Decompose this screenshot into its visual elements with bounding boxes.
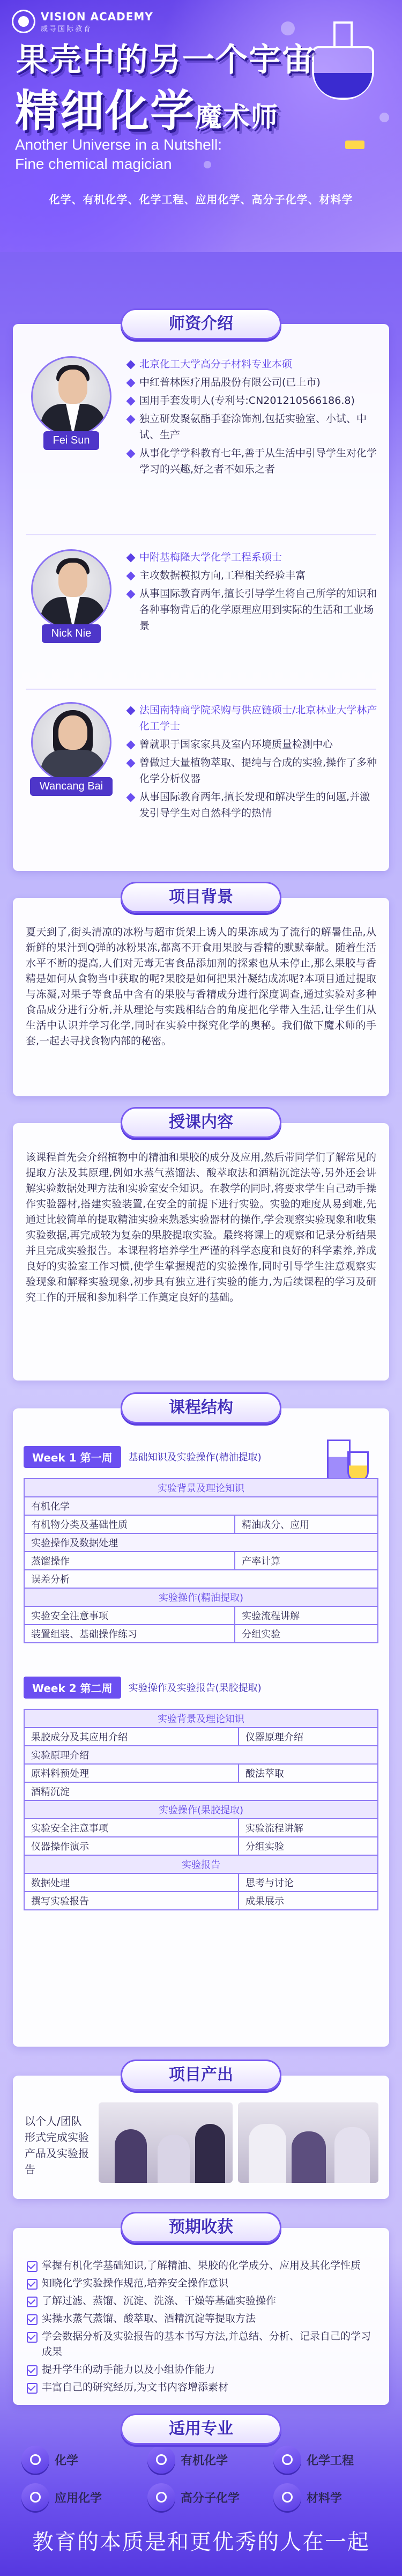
lab-photo-1 xyxy=(99,2102,233,2183)
avatar xyxy=(31,702,111,783)
list-item: 丰富自己的研究经历,为文书内容增添素材 xyxy=(26,2380,379,2395)
table-head-cell: 实验报告 xyxy=(24,1855,378,1873)
list-item: 独立研发聚氨酯手套涂饰剂,包括实验室、小试、中试、生产 xyxy=(126,411,379,443)
table-head-cell: 实验操作(精油提取) xyxy=(24,1588,378,1606)
major-item xyxy=(273,2446,381,2474)
week-1-desc: 基础知识及实验操作(精油提取) xyxy=(128,1452,262,1463)
hero-banner xyxy=(0,0,402,252)
section-title-content: 授课内容 xyxy=(121,1107,281,1138)
major-label: 应用化学 xyxy=(55,2491,102,2505)
table-head-cell: 实验背景及理论知识 xyxy=(24,1709,378,1728)
major-item xyxy=(21,2483,129,2511)
list-item: 学会数据分析及实验报告的基本书写方法,并总结、分析、记录自己的学习成果 xyxy=(26,2329,379,2360)
week-2-bar xyxy=(24,1677,378,1698)
divider xyxy=(26,689,376,690)
harvest-list xyxy=(26,2258,379,2397)
output-text: 以个人/团队形式完成实验产品及实验报告 xyxy=(25,2115,89,2176)
list-item: 从事国际教育两年,擅长引导学生将自己所学的知识和各种事物背后的化学原理应用到实际的生活和工业场景 xyxy=(126,586,379,634)
major-label: 材料学 xyxy=(307,2491,343,2505)
table-sub-cell: 实验原理介绍 xyxy=(24,1746,378,1764)
table-cell: 思考与讨论 xyxy=(239,1873,378,1892)
major-label: 有机化学 xyxy=(181,2454,228,2468)
list-item: 北京化工大学高分子材料专业本硕 xyxy=(126,356,379,372)
major-label: 化学 xyxy=(55,2454,79,2468)
list-item: 了解过滤、蒸馏、沉淀、洗涤、干燥等基础实验操作 xyxy=(26,2293,379,2309)
factory-icon xyxy=(273,2446,301,2474)
table-cell: 酸法萃取 xyxy=(239,1764,378,1782)
footer-slogan: 教育的本质是和更优秀的人在一起 xyxy=(32,2530,370,2555)
table-cell: 分组实验 xyxy=(235,1625,378,1643)
table-cell: 撰写实验报告 xyxy=(24,1892,239,1910)
polymer-icon xyxy=(147,2483,175,2511)
lab-photo-2 xyxy=(238,2102,378,2183)
section-title-harvest: 预期收获 xyxy=(121,2212,281,2243)
list-item: 掌握有机化学基础知识,了解精油、果胶的化学成分、应用及其化学性质 xyxy=(26,2258,379,2274)
majors-grid xyxy=(0,2446,402,2521)
hero-title-small: 魔术师 xyxy=(195,101,279,132)
teacher-info-list xyxy=(117,549,379,643)
teacher-photo xyxy=(26,356,117,479)
hero-subtitle-line2: Fine chemical magician xyxy=(15,156,172,172)
teacher-name: Fei Sun xyxy=(43,431,100,450)
table-cell: 仪器原理介绍 xyxy=(239,1728,378,1746)
teacher-name: Wancang Bai xyxy=(30,777,113,796)
brand-logo-icon xyxy=(12,10,35,33)
table-head-cell: 实验背景及理论知识 xyxy=(24,1479,378,1497)
section-title-teachers: 师资介绍 xyxy=(121,308,281,339)
table-cell: 分组实验 xyxy=(239,1837,378,1855)
section-title-majors: 适用专业 xyxy=(121,2413,281,2445)
brand xyxy=(12,10,153,33)
hero-title-line2 xyxy=(15,76,279,139)
hero-subtitle-line1: Another Universe in a Nutshell: xyxy=(15,136,222,153)
output-card xyxy=(13,2076,389,2199)
table-cell: 装置组装、基础操作练习 xyxy=(24,1625,235,1643)
table-cell: 蒸馏操作 xyxy=(24,1552,235,1570)
section-title-output: 项目产出 xyxy=(121,2060,281,2091)
divider xyxy=(26,534,376,535)
avatar xyxy=(31,356,111,437)
hero-title-line1: 果壳中的另一个宇宙 xyxy=(16,41,315,79)
brand-name-cn: 威寻国际教育 xyxy=(41,25,93,33)
bubble-icon xyxy=(379,113,389,122)
major-label: 化学工程 xyxy=(307,2454,354,2468)
teacher-info-list xyxy=(117,356,379,479)
major-label: 高分子化学 xyxy=(181,2491,240,2505)
atom-icon xyxy=(21,2483,49,2511)
list-item: 从事化学学科教育七年,善于从生活中引导学生对化学学习的兴趣,好之者不如乐之者 xyxy=(126,445,379,477)
section-title-background: 项目背景 xyxy=(121,882,281,913)
teacher-row xyxy=(26,356,379,479)
teacher-info-list xyxy=(117,702,379,823)
list-item: 实操水蒸气蒸馏、酸萃取、酒精沉淀等提取方法 xyxy=(26,2311,379,2327)
table-cell: 产率计算 xyxy=(235,1552,378,1570)
list-item: 主攻数据模拟方向,工程相关经验丰富 xyxy=(126,567,379,584)
table-cell: 误差分析 xyxy=(24,1570,378,1588)
table-sub-cell: 有机化学 xyxy=(24,1497,378,1515)
flask-icon xyxy=(306,21,381,102)
harvest-card xyxy=(13,2228,389,2405)
list-item: 知晓化学实验操作规范,培养安全操作意识 xyxy=(26,2276,379,2291)
avatar xyxy=(31,549,111,630)
table-cell: 酒精沉淀 xyxy=(24,1782,378,1800)
list-item: 曾就职于国家家具及室内环境质量检测中心 xyxy=(126,736,379,752)
list-item: 提升学生的动手能力以及小组协作能力 xyxy=(26,2362,379,2378)
highlight-bar xyxy=(345,141,364,149)
content-card xyxy=(13,1123,389,1381)
major-item xyxy=(21,2446,129,2474)
background-card xyxy=(13,898,389,1096)
week-2-table xyxy=(24,1709,378,1910)
major-item xyxy=(147,2483,255,2511)
section-title-schedule: 课程结构 xyxy=(121,1392,281,1423)
table-cell: 果胶成分及其应用介绍 xyxy=(24,1728,239,1746)
content-text: 该课程首先会介绍植物中的精油和果胶的成分及应用,然后带同学们了解常见的提取方法及其原理,例如水蒸气蒸馏法、酸萃取法和酒精沉淀法等,另外还会讲解实验数据处理方法和实验室安全知识。在教学的同时,将要求学生自己动手操作实验器材,搭建实验装置,在安全的前提下进行实验。实验的难度从易到难,先通过比较简单的提取精油实验来熟悉实验器材的操作,学会观察实验现象和收集实验数据,再完成较为复杂的果胶提取实验。最终将课上的观察和记录分析结果并且完成实验报告。本课程将培养学生严谨的科学态度和良好的科学素养,养成良好的实验室工作习惯,使学生掌握规范的实验操作,同时引导学生注意观察实验现象和解释实验现象,初步具有独立进行实验的能力,为后续课程的学习及研究工作的开展和参加科学工作奠定良好的基础。 xyxy=(26,1152,376,1303)
week-1-label: Week 1 第一周 xyxy=(24,1446,121,1468)
table-cell: 精油成分、应用 xyxy=(235,1515,378,1533)
hero-subtitle xyxy=(15,135,222,174)
table-head-cell: 实验操作(果胶提取) xyxy=(24,1800,378,1819)
brand-name-en: VISION ACADEMY xyxy=(41,10,153,23)
teacher-photo xyxy=(26,549,117,643)
week-1-bar xyxy=(24,1446,378,1467)
teacher-photo xyxy=(26,702,117,823)
list-item: 国用手套发明人(专利号:CN201210566186.8) xyxy=(126,393,379,409)
major-item xyxy=(147,2446,255,2474)
major-item xyxy=(273,2483,381,2511)
schedule-card xyxy=(13,1408,389,2047)
flask-icon xyxy=(21,2446,49,2474)
list-item: 法国南特商学院采购与供应链硕士/北京林业大学林产化工学士 xyxy=(126,702,379,734)
table-cell: 数据处理 xyxy=(24,1873,239,1892)
table-cell: 仪器操作演示 xyxy=(24,1837,239,1855)
table-cell: 实验流程讲解 xyxy=(235,1606,378,1625)
table-sub-cell: 实验操作及数据处理 xyxy=(24,1533,378,1552)
background-text: 夏天到了,街头清凉的冰粉与超市货架上诱人的果冻成为了流行的解暑佳品,从新鲜的果汁到Q弹的冰粉果冻,都离不开食用果胶与香精的默默奉献。随着生活水平不断的提高,人们对无毒无害食品添加剂的探索也从未停止,那么果胶与香精是如何从食物当中获取的呢?果胶是如何把果汁凝结成冻呢?本项目通过提取与冻凝,对果子等食品中含有的果胶与香精成分进行深度调查,通过实验对多种食品成分进行分析,并从理论与实践相结合的角度把化学带入生活,让学生们从生活中认识并学习化学,同时在实验中探究化学的奥秘。我们做下魔术师的手套,一起去寻找食物内部的秘密。 xyxy=(26,926,376,1047)
hero-title-main: 精细化学 xyxy=(15,86,196,137)
teacher-row xyxy=(26,549,379,643)
list-item: 从事国际教育两年,擅长发现和解决学生的问题,并激发引导学生对自然科学的热情 xyxy=(126,789,379,821)
teachers-card xyxy=(13,324,389,871)
list-item: 曾做过大量植物萃取、提纯与合成的实验,操作了多种化学分析仪器 xyxy=(126,755,379,787)
table-cell: 实验安全注意事项 xyxy=(24,1606,235,1625)
table-cell: 有机物分类及基础性质 xyxy=(24,1515,235,1533)
teacher-name: Nick Nie xyxy=(42,624,101,643)
week-1-table xyxy=(24,1478,378,1643)
teacher-row xyxy=(26,702,379,823)
table-cell: 成果展示 xyxy=(239,1892,378,1910)
material-icon xyxy=(273,2483,301,2511)
table-cell: 实验安全注意事项 xyxy=(24,1819,239,1837)
list-item: 中附基梅隆大学化学工程系硕士 xyxy=(126,549,379,565)
table-cell: 实验流程讲解 xyxy=(239,1819,378,1837)
molecule-icon xyxy=(147,2446,175,2474)
list-item: 中红普林医疗用品股份有限公司(已上市) xyxy=(126,374,379,390)
hero-majors-tag: 化学、有机化学、化学工程、应用化学、高分子化学、材料学 xyxy=(49,193,353,206)
week-2-desc: 实验操作及实验报告(果胶提取) xyxy=(128,1682,262,1694)
week-2-label: Week 2 第二周 xyxy=(24,1677,121,1699)
bubble-icon xyxy=(281,21,295,35)
table-cell: 原料料预处理 xyxy=(24,1764,239,1782)
